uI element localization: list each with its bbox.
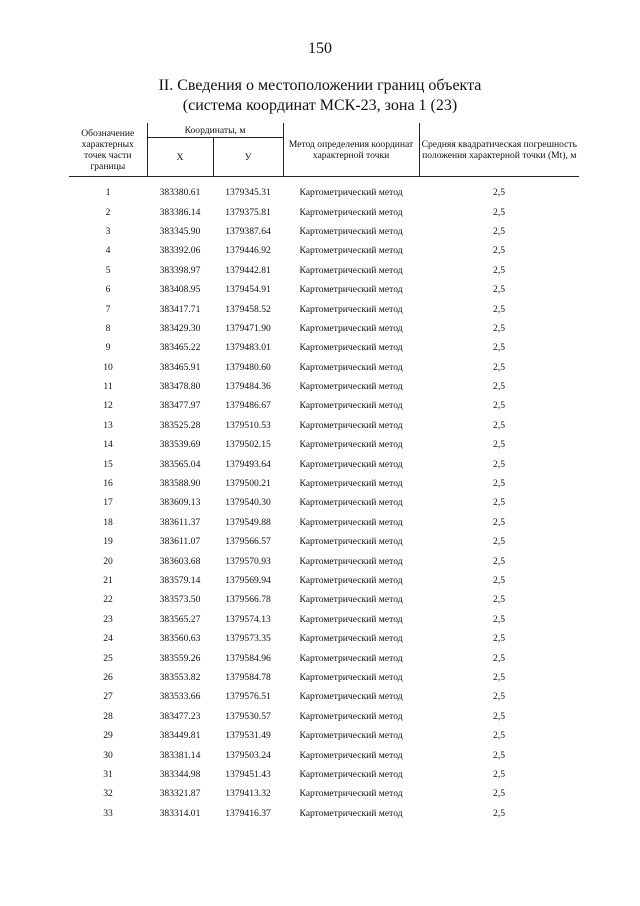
section-title <box>0 76 640 116</box>
y-coordinate-cell: 1379484.36 <box>225 381 271 393</box>
y-coordinate-cell: 1379576.51 <box>225 691 271 703</box>
point-number-cell: 27 <box>103 691 113 703</box>
table-row <box>69 416 579 435</box>
method-cell: Картометрический метод <box>299 516 403 528</box>
x-coordinate-cell: 383525.28 <box>159 419 201 431</box>
method-cell: Картометрический метод <box>299 381 403 393</box>
section-title-line-2: (система координат МСК-23, зона 1 (23) <box>182 97 458 114</box>
point-number-cell: 10 <box>103 361 113 373</box>
method-cell: Картометрический метод <box>299 768 403 780</box>
point-number-cell: 32 <box>103 788 113 800</box>
header-point-label: Обозначение характерных точек части границы <box>69 123 147 177</box>
point-number-cell: 15 <box>103 458 113 470</box>
table-row <box>69 648 579 667</box>
error-cell: 2,5 <box>493 439 506 451</box>
y-coordinate-cell: 1379566.57 <box>225 536 271 548</box>
x-coordinate-cell: 383477.23 <box>159 710 201 722</box>
page-number: 150 <box>308 40 332 57</box>
table-row <box>69 532 579 551</box>
y-coordinate-cell: 1379375.81 <box>225 206 271 218</box>
point-number-cell: 16 <box>103 478 113 490</box>
method-cell: Картометрический метод <box>299 361 403 373</box>
table-row <box>69 493 579 512</box>
table-row <box>69 396 579 415</box>
error-cell: 2,5 <box>493 671 506 683</box>
point-number-cell: 13 <box>103 419 113 431</box>
error-cell: 2,5 <box>493 594 506 606</box>
y-coordinate-cell: 1379530.57 <box>225 710 271 722</box>
x-coordinate-cell: 383465.22 <box>159 342 201 354</box>
y-coordinate-cell: 1379510.53 <box>225 419 271 431</box>
method-cell: Картометрический метод <box>299 245 403 257</box>
y-coordinate-cell: 1379500.21 <box>225 478 271 490</box>
error-cell: 2,5 <box>493 730 506 742</box>
point-number-cell: 26 <box>103 671 113 683</box>
method-cell: Картометрический метод <box>299 749 403 761</box>
table-row <box>69 745 579 764</box>
method-cell: Картометрический метод <box>299 788 403 800</box>
point-number-cell: 4 <box>105 245 111 257</box>
table-row <box>69 551 579 570</box>
table-row <box>69 668 579 687</box>
x-coordinate-cell: 383539.69 <box>159 439 201 451</box>
table-row <box>69 280 579 299</box>
x-coordinate-cell: 383611.37 <box>159 516 201 528</box>
point-number-cell: 9 <box>105 342 111 354</box>
method-cell: Картометрический метод <box>299 536 403 548</box>
method-cell: Картометрический метод <box>299 633 403 645</box>
table-row <box>69 202 579 221</box>
x-coordinate-cell: 383609.13 <box>159 497 201 509</box>
x-coordinate-cell: 383386.14 <box>159 206 201 218</box>
x-coordinate-cell: 383611.07 <box>159 536 201 548</box>
table-row <box>69 377 579 396</box>
point-number-cell: 18 <box>103 516 113 528</box>
error-cell: 2,5 <box>493 245 506 257</box>
y-coordinate-cell: 1379574.13 <box>225 613 271 625</box>
error-cell: 2,5 <box>493 768 506 780</box>
point-number-cell: 33 <box>103 807 113 819</box>
x-coordinate-cell: 383465.91 <box>159 361 201 373</box>
table-row <box>69 241 579 260</box>
method-cell: Картометрический метод <box>299 652 403 664</box>
table-row <box>69 610 579 629</box>
y-coordinate-cell: 1379502.15 <box>225 439 271 451</box>
table-row <box>69 726 579 745</box>
point-number-cell: 29 <box>103 730 113 742</box>
point-number-cell: 11 <box>103 381 113 393</box>
x-coordinate-cell: 383429.30 <box>159 322 201 334</box>
y-coordinate-cell: 1379480.60 <box>225 361 271 373</box>
method-cell: Картометрический метод <box>299 322 403 334</box>
method-cell: Картометрический метод <box>299 807 403 819</box>
method-cell: Картометрический метод <box>299 439 403 451</box>
point-number-cell: 6 <box>105 284 111 296</box>
table-header <box>69 123 579 177</box>
point-number-cell: 8 <box>105 322 111 334</box>
x-coordinate-cell: 383449.81 <box>159 730 201 742</box>
method-cell: Картометрический метод <box>299 264 403 276</box>
method-cell: Картометрический метод <box>299 400 403 412</box>
error-cell: 2,5 <box>493 478 506 490</box>
error-cell: 2,5 <box>493 633 506 645</box>
y-coordinate-cell: 1379573.35 <box>225 633 271 645</box>
y-coordinate-cell: 1379442.81 <box>225 264 271 276</box>
y-coordinate-cell: 1379387.64 <box>225 225 271 237</box>
x-coordinate-cell: 383559.26 <box>159 652 201 664</box>
method-cell: Картометрический метод <box>299 206 403 218</box>
table-row <box>69 765 579 784</box>
table-row <box>69 261 579 280</box>
error-cell: 2,5 <box>493 497 506 509</box>
table-row <box>69 474 579 493</box>
y-coordinate-cell: 1379416.37 <box>225 807 271 819</box>
x-coordinate-cell: 383417.71 <box>159 303 201 315</box>
y-coordinate-cell: 1379540.30 <box>225 497 271 509</box>
error-cell: 2,5 <box>493 264 506 276</box>
method-cell: Картометрический метод <box>299 419 403 431</box>
point-number-cell: 7 <box>105 303 111 315</box>
table-row <box>69 222 579 241</box>
error-cell: 2,5 <box>493 342 506 354</box>
y-coordinate-cell: 1379471.90 <box>225 322 271 334</box>
x-coordinate-cell: 383314.01 <box>159 807 201 819</box>
y-coordinate-cell: 1379345.31 <box>225 187 271 199</box>
method-cell: Картометрический метод <box>299 478 403 490</box>
point-number-cell: 22 <box>103 594 113 606</box>
y-coordinate-cell: 1379566.78 <box>225 594 271 606</box>
x-coordinate-cell: 383345.90 <box>159 225 201 237</box>
point-number-cell: 12 <box>103 400 113 412</box>
error-cell: 2,5 <box>493 225 506 237</box>
point-number-cell: 31 <box>103 768 113 780</box>
method-cell: Картометрический метод <box>299 497 403 509</box>
y-coordinate-cell: 1379458.52 <box>225 303 271 315</box>
error-cell: 2,5 <box>493 361 506 373</box>
x-coordinate-cell: 383573.50 <box>159 594 201 606</box>
error-cell: 2,5 <box>493 807 506 819</box>
method-cell: Картометрический метод <box>299 594 403 606</box>
point-number-cell: 25 <box>103 652 113 664</box>
y-coordinate-cell: 1379446.92 <box>225 245 271 257</box>
error-cell: 2,5 <box>493 788 506 800</box>
y-coordinate-cell: 1379584.78 <box>225 671 271 683</box>
point-number-cell: 30 <box>103 749 113 761</box>
table-row <box>69 707 579 726</box>
method-cell: Картометрический метод <box>299 187 403 199</box>
section-title-line-1: II. Сведения о местоположении границ объекта <box>158 77 482 94</box>
point-number-cell: 17 <box>103 497 113 509</box>
x-coordinate-cell: 383553.82 <box>159 671 201 683</box>
y-coordinate-cell: 1379493.64 <box>225 458 271 470</box>
table-row <box>69 435 579 454</box>
y-coordinate-cell: 1379531.49 <box>225 730 271 742</box>
header-coordinates-group: Координаты, м <box>147 123 283 138</box>
point-number-cell: 28 <box>103 710 113 722</box>
y-coordinate-cell: 1379549.88 <box>225 516 271 528</box>
method-cell: Картометрический метод <box>299 342 403 354</box>
error-cell: 2,5 <box>493 516 506 528</box>
error-cell: 2,5 <box>493 381 506 393</box>
error-cell: 2,5 <box>493 187 506 199</box>
method-cell: Картометрический метод <box>299 225 403 237</box>
table-row <box>69 454 579 473</box>
point-number-cell: 5 <box>105 264 111 276</box>
method-cell: Картометрический метод <box>299 303 403 315</box>
point-number-cell: 1 <box>105 187 111 199</box>
error-cell: 2,5 <box>493 749 506 761</box>
table-row <box>69 358 579 377</box>
y-coordinate-cell: 1379570.93 <box>225 555 271 567</box>
error-cell: 2,5 <box>493 206 506 218</box>
table-row <box>69 177 579 203</box>
table-row <box>69 687 579 706</box>
error-cell: 2,5 <box>493 303 506 315</box>
error-cell: 2,5 <box>493 613 506 625</box>
x-coordinate-cell: 383565.27 <box>159 613 201 625</box>
point-number-cell: 3 <box>105 225 111 237</box>
coordinates-table <box>69 123 579 823</box>
table-row <box>69 629 579 648</box>
x-coordinate-cell: 383380.61 <box>159 187 201 199</box>
error-cell: 2,5 <box>493 458 506 470</box>
x-coordinate-cell: 383579.14 <box>159 575 201 586</box>
x-coordinate-cell: 383398.97 <box>159 264 201 276</box>
point-number-cell: 2 <box>105 206 111 218</box>
method-cell: Картометрический метод <box>299 710 403 722</box>
method-cell: Картометрический метод <box>299 575 403 586</box>
error-cell: 2,5 <box>493 555 506 567</box>
x-coordinate-cell: 383392.06 <box>159 245 201 257</box>
error-cell: 2,5 <box>493 691 506 703</box>
table-row <box>69 784 579 803</box>
table-body <box>69 177 579 823</box>
header-x: Х <box>147 138 213 177</box>
y-coordinate-cell: 1379584.96 <box>225 652 271 664</box>
table-row <box>69 338 579 357</box>
method-cell: Картометрический метод <box>299 691 403 703</box>
point-number-cell: 20 <box>103 555 113 567</box>
table-row <box>69 804 579 823</box>
header-error: Средняя квадратическая погрешность положения характерной точки (Mt), м <box>419 123 579 177</box>
y-coordinate-cell: 1379451.43 <box>225 768 271 780</box>
x-coordinate-cell: 383477.97 <box>159 400 201 412</box>
table-row <box>69 319 579 338</box>
x-coordinate-cell: 383478.80 <box>159 381 201 393</box>
error-cell: 2,5 <box>493 284 506 296</box>
x-coordinate-cell: 383560.63 <box>159 633 201 645</box>
y-coordinate-cell: 1379413.32 <box>225 788 271 800</box>
x-coordinate-cell: 383321.87 <box>159 788 201 800</box>
method-cell: Картометрический метод <box>299 730 403 742</box>
point-number-cell: 24 <box>103 633 113 645</box>
x-coordinate-cell: 383565.04 <box>159 458 201 470</box>
y-coordinate-cell: 1379569.94 <box>225 575 271 586</box>
y-coordinate-cell: 1379486.67 <box>225 400 271 412</box>
y-coordinate-cell: 1379503.24 <box>225 749 271 761</box>
x-coordinate-cell: 383381.14 <box>159 749 201 761</box>
table-row <box>69 513 579 532</box>
method-cell: Картометрический метод <box>299 555 403 567</box>
y-coordinate-cell: 1379454.91 <box>225 284 271 296</box>
header-method: Метод определения координат характерной точки <box>283 123 419 177</box>
x-coordinate-cell: 383408.95 <box>159 284 201 296</box>
table-row <box>69 299 579 318</box>
error-cell: 2,5 <box>493 575 506 586</box>
method-cell: Картометрический метод <box>299 284 403 296</box>
error-cell: 2,5 <box>493 536 506 548</box>
x-coordinate-cell: 383344.98 <box>159 768 201 780</box>
point-number-cell: 14 <box>103 439 113 451</box>
error-cell: 2,5 <box>493 322 506 334</box>
method-cell: Картометрический метод <box>299 671 403 683</box>
x-coordinate-cell: 383533.66 <box>159 691 201 703</box>
x-coordinate-cell: 383603.68 <box>159 555 201 567</box>
error-cell: 2,5 <box>493 419 506 431</box>
method-cell: Картометрический метод <box>299 458 403 470</box>
point-number-cell: 23 <box>103 613 113 625</box>
y-coordinate-cell: 1379483.01 <box>225 342 271 354</box>
point-number-cell: 21 <box>103 575 113 586</box>
x-coordinate-cell: 383588.90 <box>159 478 201 490</box>
error-cell: 2,5 <box>493 710 506 722</box>
error-cell: 2,5 <box>493 400 506 412</box>
table-row <box>69 571 579 590</box>
method-cell: Картометрический метод <box>299 613 403 625</box>
header-y: У <box>213 138 283 177</box>
error-cell: 2,5 <box>493 652 506 664</box>
point-number-cell: 19 <box>103 536 113 548</box>
table-row <box>69 590 579 609</box>
